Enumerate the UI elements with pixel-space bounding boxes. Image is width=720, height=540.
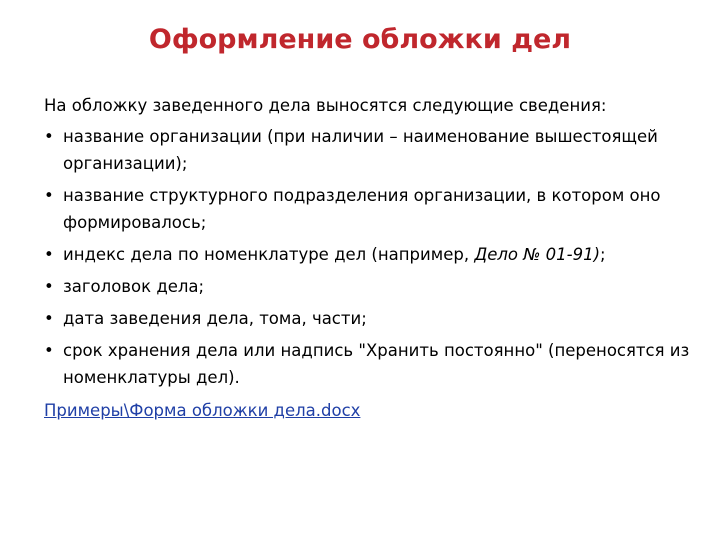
list-item-text: заголовок дела;: [63, 277, 205, 296]
slide-title: Оформление обложки дел: [148, 24, 572, 55]
list-item: [44, 273, 694, 300]
bullet-icon: •: [44, 127, 54, 146]
list-item: [44, 337, 694, 391]
list-item-text: индекс дела по номенклатуре дел (например,: [63, 245, 475, 264]
list-item: [44, 305, 694, 332]
bullet-icon: •: [44, 309, 54, 328]
list-item-italic-text: Дело № 01-91): [474, 245, 601, 264]
list-item-text: название организации (при наличии – наименование вышестоящей организации);: [63, 127, 658, 173]
list-item-text-end: ;: [600, 245, 606, 264]
bullet-list: [44, 123, 694, 391]
list-item-text: название структурного подразделения организации, в котором оно формировалось;: [63, 186, 661, 232]
bullet-icon: •: [44, 277, 54, 296]
bullet-icon: •: [44, 186, 54, 205]
bullet-icon: •: [44, 341, 54, 360]
list-item-text: срок хранения дела или надпись "Хранить постоянно" (переносятся из номенклатуры дел).: [63, 341, 690, 387]
list-item: [44, 241, 694, 268]
intro-text: На обложку заведенного дела выносятся следующие сведения:: [44, 96, 607, 115]
list-item: [44, 123, 694, 177]
slide-content: [44, 92, 694, 424]
document-link[interactable]: Примеры\Форма обложки дела.docx: [44, 401, 361, 420]
list-item: [44, 182, 694, 236]
list-item-text: дата заведения дела, тома, части;: [63, 309, 367, 328]
bullet-icon: •: [44, 245, 54, 264]
